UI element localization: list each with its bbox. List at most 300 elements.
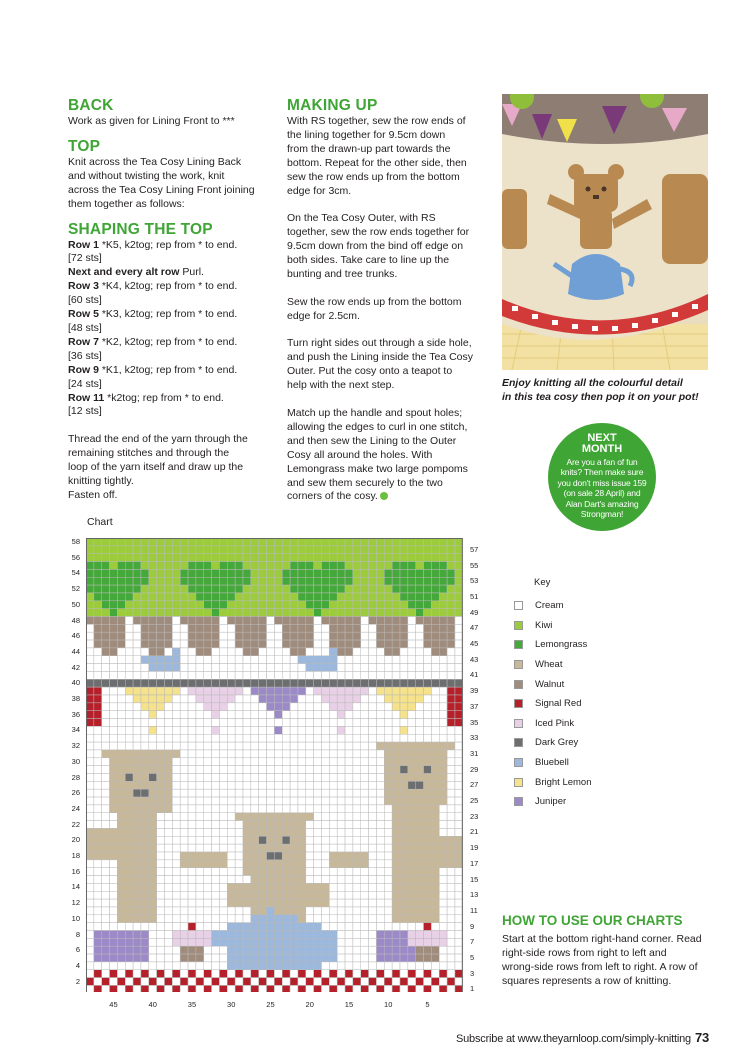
chart-cell	[204, 562, 212, 570]
chart-cell	[227, 766, 235, 774]
chart-cell	[439, 797, 447, 805]
chart-cell	[361, 915, 369, 923]
chart-cell	[416, 593, 424, 601]
chart-cell	[86, 671, 94, 679]
column-number: 45	[109, 1000, 118, 1009]
chart-cell	[392, 648, 400, 656]
chart-cell	[447, 593, 455, 601]
chart-cell	[235, 970, 243, 978]
chart-cell	[172, 789, 180, 797]
chart-cell	[400, 711, 408, 719]
chart-cell	[196, 774, 204, 782]
chart-cell	[455, 931, 463, 939]
chart-cell	[86, 546, 94, 554]
chart-cell	[439, 836, 447, 844]
chart-cell	[369, 609, 377, 617]
chart-cell	[447, 868, 455, 876]
chart-cell	[353, 593, 361, 601]
chart-cell	[94, 946, 102, 954]
row-number-right: 29	[470, 764, 479, 774]
chart-cell	[227, 546, 235, 554]
row-number-left: 22	[71, 819, 80, 829]
chart-cell	[125, 954, 133, 962]
chart-cell	[408, 640, 416, 648]
chart-cell	[251, 962, 259, 970]
chart-cell	[125, 554, 133, 562]
chart-cell	[141, 617, 149, 625]
chart-cell	[424, 640, 432, 648]
chart-cell	[117, 828, 125, 836]
chart-cell	[94, 664, 102, 672]
chart-cell	[298, 868, 306, 876]
chart-cell	[439, 577, 447, 585]
chart-cell	[157, 828, 165, 836]
chart-cell	[102, 954, 110, 962]
chart-cell	[290, 734, 298, 742]
key-item	[514, 772, 592, 792]
chart-cell	[180, 726, 188, 734]
chart-cell	[165, 813, 173, 821]
chart-cell	[306, 915, 314, 923]
chart-cell	[439, 687, 447, 695]
chart-cell	[219, 962, 227, 970]
chart-cell	[392, 813, 400, 821]
chart-cell	[455, 789, 463, 797]
chart-cell	[86, 938, 94, 946]
chart-cell	[455, 781, 463, 789]
chart-cell	[94, 883, 102, 891]
chart-cell	[149, 624, 157, 632]
chart-cell	[125, 844, 133, 852]
chart-cell	[392, 742, 400, 750]
chart-cell	[133, 797, 141, 805]
chart-cell	[235, 774, 243, 782]
chart-cell	[361, 593, 369, 601]
chart-cell	[306, 962, 314, 970]
chart-cell	[329, 985, 337, 992]
chart-cell	[431, 577, 439, 585]
chart-cell	[369, 844, 377, 852]
chart-cell	[141, 915, 149, 923]
chart-cell	[117, 671, 125, 679]
chart-cell	[227, 648, 235, 656]
row-number-right: 49	[470, 607, 479, 617]
chart-cell	[102, 624, 110, 632]
chart-cell	[165, 876, 173, 884]
chart-cell	[204, 781, 212, 789]
subscribe-link[interactable]: Subscribe at www.theyarnloop.com/simply-knitting	[456, 1033, 691, 1045]
chart-cell	[165, 750, 173, 758]
chart-cell	[353, 664, 361, 672]
chart-cell	[141, 577, 149, 585]
chart-cell	[306, 860, 314, 868]
chart-cell	[329, 797, 337, 805]
chart-cell	[251, 836, 259, 844]
chart-cell	[188, 679, 196, 687]
chart-cell	[94, 781, 102, 789]
chart-cell	[290, 907, 298, 915]
chart-cell	[322, 758, 330, 766]
chart-cell	[400, 703, 408, 711]
chart-cell	[172, 774, 180, 782]
chart-cell	[322, 617, 330, 625]
chart-cell	[353, 546, 361, 554]
chart-cell	[204, 813, 212, 821]
chart-cell	[235, 899, 243, 907]
row-number-left: 40	[71, 678, 80, 688]
chart-cell	[345, 789, 353, 797]
chart-cell	[322, 891, 330, 899]
chart-cell	[345, 860, 353, 868]
chart-cell	[416, 750, 424, 758]
chart-cell	[133, 750, 141, 758]
chart-cell	[424, 789, 432, 797]
chart-cell	[196, 632, 204, 640]
chart-cell	[267, 719, 275, 727]
chart-cell	[290, 585, 298, 593]
knitting-chart	[86, 538, 464, 992]
chart-cell	[298, 726, 306, 734]
chart-cell	[337, 883, 345, 891]
chart-cell	[455, 562, 463, 570]
chart-cell	[267, 907, 275, 915]
chart-cell	[329, 868, 337, 876]
chart-cell	[110, 860, 118, 868]
chart-cell	[110, 899, 118, 907]
chart-cell	[455, 985, 463, 992]
chart-cell	[86, 577, 94, 585]
chart-cell	[133, 719, 141, 727]
chart-cell	[212, 931, 220, 939]
chart-cell	[196, 978, 204, 986]
chart-cell	[353, 601, 361, 609]
chart-cell	[337, 907, 345, 915]
chart-cell	[117, 931, 125, 939]
chart-cell	[94, 601, 102, 609]
chart-cell	[133, 585, 141, 593]
chart-cell	[353, 554, 361, 562]
chart-cell	[282, 726, 290, 734]
chart-cell	[219, 970, 227, 978]
chart-cell	[165, 828, 173, 836]
chart-cell	[227, 562, 235, 570]
chart-cell	[439, 821, 447, 829]
chart-cell	[149, 593, 157, 601]
chart-cell	[110, 844, 118, 852]
chart-cell	[455, 617, 463, 625]
chart-cell	[180, 821, 188, 829]
chart-cell	[384, 876, 392, 884]
chart-cell	[212, 766, 220, 774]
chart-cell	[196, 679, 204, 687]
chart-cell	[282, 907, 290, 915]
chart-cell	[408, 546, 416, 554]
row-number-right: 27	[470, 780, 479, 790]
chart-cell	[251, 546, 259, 554]
chart-cell	[447, 915, 455, 923]
key-label: Dark Grey	[535, 737, 579, 749]
chart-cell	[212, 844, 220, 852]
chart-cell	[180, 931, 188, 939]
chart-cell	[337, 938, 345, 946]
chart-cell	[219, 601, 227, 609]
chart-cell	[172, 664, 180, 672]
chart-cell	[329, 844, 337, 852]
chart-cell	[392, 946, 400, 954]
chart-cell	[361, 876, 369, 884]
chart-cell	[117, 538, 125, 546]
chart-cell	[408, 985, 416, 992]
chart-cell	[227, 907, 235, 915]
chart-cell	[416, 899, 424, 907]
chart-cell	[243, 538, 251, 546]
chart-cell	[94, 899, 102, 907]
chart-cell	[424, 781, 432, 789]
chart-cell	[455, 766, 463, 774]
chart-cell	[172, 711, 180, 719]
chart-cell	[219, 695, 227, 703]
chart-cell	[149, 726, 157, 734]
chart-cell	[306, 632, 314, 640]
chart-cell	[439, 938, 447, 946]
chart-cell	[329, 836, 337, 844]
chart-cell	[212, 907, 220, 915]
chart-cell	[361, 781, 369, 789]
chart-cell	[306, 899, 314, 907]
chart-cell	[353, 758, 361, 766]
chart-cell	[86, 758, 94, 766]
chart-cell	[219, 577, 227, 585]
chart-cell	[447, 766, 455, 774]
chart-cell	[455, 711, 463, 719]
chart-cell	[117, 664, 125, 672]
chart-cell	[180, 766, 188, 774]
key-item	[514, 714, 592, 734]
chart-cell	[447, 742, 455, 750]
chart-cell	[149, 703, 157, 711]
chart-cell	[431, 774, 439, 782]
chart-cell	[259, 781, 267, 789]
chart-cell	[86, 883, 94, 891]
chart-cell	[165, 577, 173, 585]
chart-cell	[180, 640, 188, 648]
chart-cell	[400, 931, 408, 939]
chart-cell	[274, 750, 282, 758]
chart-cell	[455, 876, 463, 884]
chart-cell	[408, 962, 416, 970]
chart-cell	[196, 601, 204, 609]
chart-cell	[133, 601, 141, 609]
chart-cell	[196, 703, 204, 711]
chart-cell	[235, 805, 243, 813]
chart-cell	[306, 593, 314, 601]
chart-cell	[110, 828, 118, 836]
chart-cell	[345, 836, 353, 844]
chart-cell	[117, 687, 125, 695]
chart-cell	[447, 719, 455, 727]
chart-cell	[376, 742, 384, 750]
chart-cell	[165, 774, 173, 782]
chart-cell	[227, 970, 235, 978]
chart-cell	[196, 797, 204, 805]
chart-cell	[298, 648, 306, 656]
chart-cell	[392, 758, 400, 766]
chart-cell	[306, 648, 314, 656]
chart-cell	[86, 624, 94, 632]
chart-cell	[298, 891, 306, 899]
chart-cell	[125, 828, 133, 836]
chart-cell	[274, 813, 282, 821]
chart-cell	[94, 742, 102, 750]
chart-cell	[219, 876, 227, 884]
chart-cell	[267, 805, 275, 813]
chart-cell	[141, 946, 149, 954]
chart-cell	[408, 726, 416, 734]
chart-cell	[188, 797, 196, 805]
chart-cell	[94, 640, 102, 648]
chart-cell	[110, 538, 118, 546]
chart-cell	[227, 656, 235, 664]
chart-cell	[259, 671, 267, 679]
chart-cell	[408, 562, 416, 570]
chart-cell	[376, 813, 384, 821]
chart-cell	[157, 562, 165, 570]
chart-cell	[172, 695, 180, 703]
chart-cell	[204, 569, 212, 577]
chart-cell	[196, 923, 204, 931]
chart-cell	[157, 750, 165, 758]
chart-cell	[329, 711, 337, 719]
chart-cell	[227, 985, 235, 992]
chart-cell	[219, 711, 227, 719]
chart-cell	[392, 585, 400, 593]
chart-cell	[102, 852, 110, 860]
chart-cell	[400, 609, 408, 617]
chart-cell	[392, 546, 400, 554]
chart-cell	[298, 593, 306, 601]
chart-cell	[369, 569, 377, 577]
chart-cell	[337, 593, 345, 601]
chart-cell	[117, 624, 125, 632]
chart-cell	[424, 774, 432, 782]
chart-cell	[141, 726, 149, 734]
chart-cell	[274, 985, 282, 992]
chart-cell	[329, 978, 337, 986]
chart-cell	[439, 970, 447, 978]
chart-cell	[337, 774, 345, 782]
chart-cell	[180, 891, 188, 899]
chart-cell	[235, 868, 243, 876]
chart-cell	[204, 876, 212, 884]
chart-cell	[172, 585, 180, 593]
chart-cell	[282, 923, 290, 931]
chart-cell	[439, 656, 447, 664]
chart-cell	[424, 899, 432, 907]
chart-cell	[172, 750, 180, 758]
chart-cell	[439, 664, 447, 672]
chart-cell	[274, 797, 282, 805]
chart-cell	[314, 836, 322, 844]
chart-cell	[439, 907, 447, 915]
chart-cell	[274, 907, 282, 915]
chart-cell	[235, 679, 243, 687]
chart-cell	[235, 876, 243, 884]
chart-cell	[290, 860, 298, 868]
chart-cell	[125, 640, 133, 648]
chart-cell	[353, 750, 361, 758]
chart-cell	[337, 758, 345, 766]
chart-cell	[400, 726, 408, 734]
chart-cell	[369, 836, 377, 844]
chart-cell	[337, 617, 345, 625]
chart-cell	[282, 883, 290, 891]
chart-cell	[376, 671, 384, 679]
chart-cell	[290, 774, 298, 782]
chart-cell	[369, 946, 377, 954]
row-number-left: 38	[71, 694, 80, 703]
chart-cell	[227, 923, 235, 931]
row-number-right: 57	[470, 544, 479, 554]
chart-cell	[133, 844, 141, 852]
chart-cell	[369, 805, 377, 813]
chart-cell	[94, 836, 102, 844]
row-number-left: 16	[71, 866, 80, 876]
chart-cell	[376, 664, 384, 672]
chart-cell	[424, 836, 432, 844]
chart-cell	[337, 766, 345, 774]
chart-cell	[267, 742, 275, 750]
chart-cell	[172, 868, 180, 876]
chart-cell	[282, 585, 290, 593]
chart-cell	[102, 719, 110, 727]
chart-cell	[157, 593, 165, 601]
key-label: Bright Lemon	[535, 776, 592, 788]
chart-cell	[251, 860, 259, 868]
chart-cell	[447, 907, 455, 915]
chart-cell	[274, 703, 282, 711]
chart-cell	[431, 687, 439, 695]
chart-cell	[188, 789, 196, 797]
chart-cell	[110, 585, 118, 593]
chart-cell	[94, 868, 102, 876]
chart-cell	[141, 907, 149, 915]
chart-cell	[424, 931, 432, 939]
chart-cell	[117, 985, 125, 992]
chart-cell	[337, 821, 345, 829]
chart-cell	[353, 656, 361, 664]
chart-cell	[94, 789, 102, 797]
chart-cell	[314, 538, 322, 546]
chart-cell	[204, 656, 212, 664]
chart-cell	[439, 876, 447, 884]
chart-cell	[157, 978, 165, 986]
chart-cell	[353, 852, 361, 860]
chart-cell	[431, 711, 439, 719]
chart-cell	[141, 546, 149, 554]
chart-cell	[212, 954, 220, 962]
chart-cell	[235, 726, 243, 734]
chart-cell	[384, 656, 392, 664]
chart-cell	[117, 915, 125, 923]
chart-cell	[110, 695, 118, 703]
chart-cell	[369, 970, 377, 978]
chart-cell	[259, 726, 267, 734]
chart-cell	[125, 868, 133, 876]
chart-cell	[149, 923, 157, 931]
chart-cell	[337, 664, 345, 672]
chart-cell	[125, 931, 133, 939]
chart-cell	[439, 915, 447, 923]
